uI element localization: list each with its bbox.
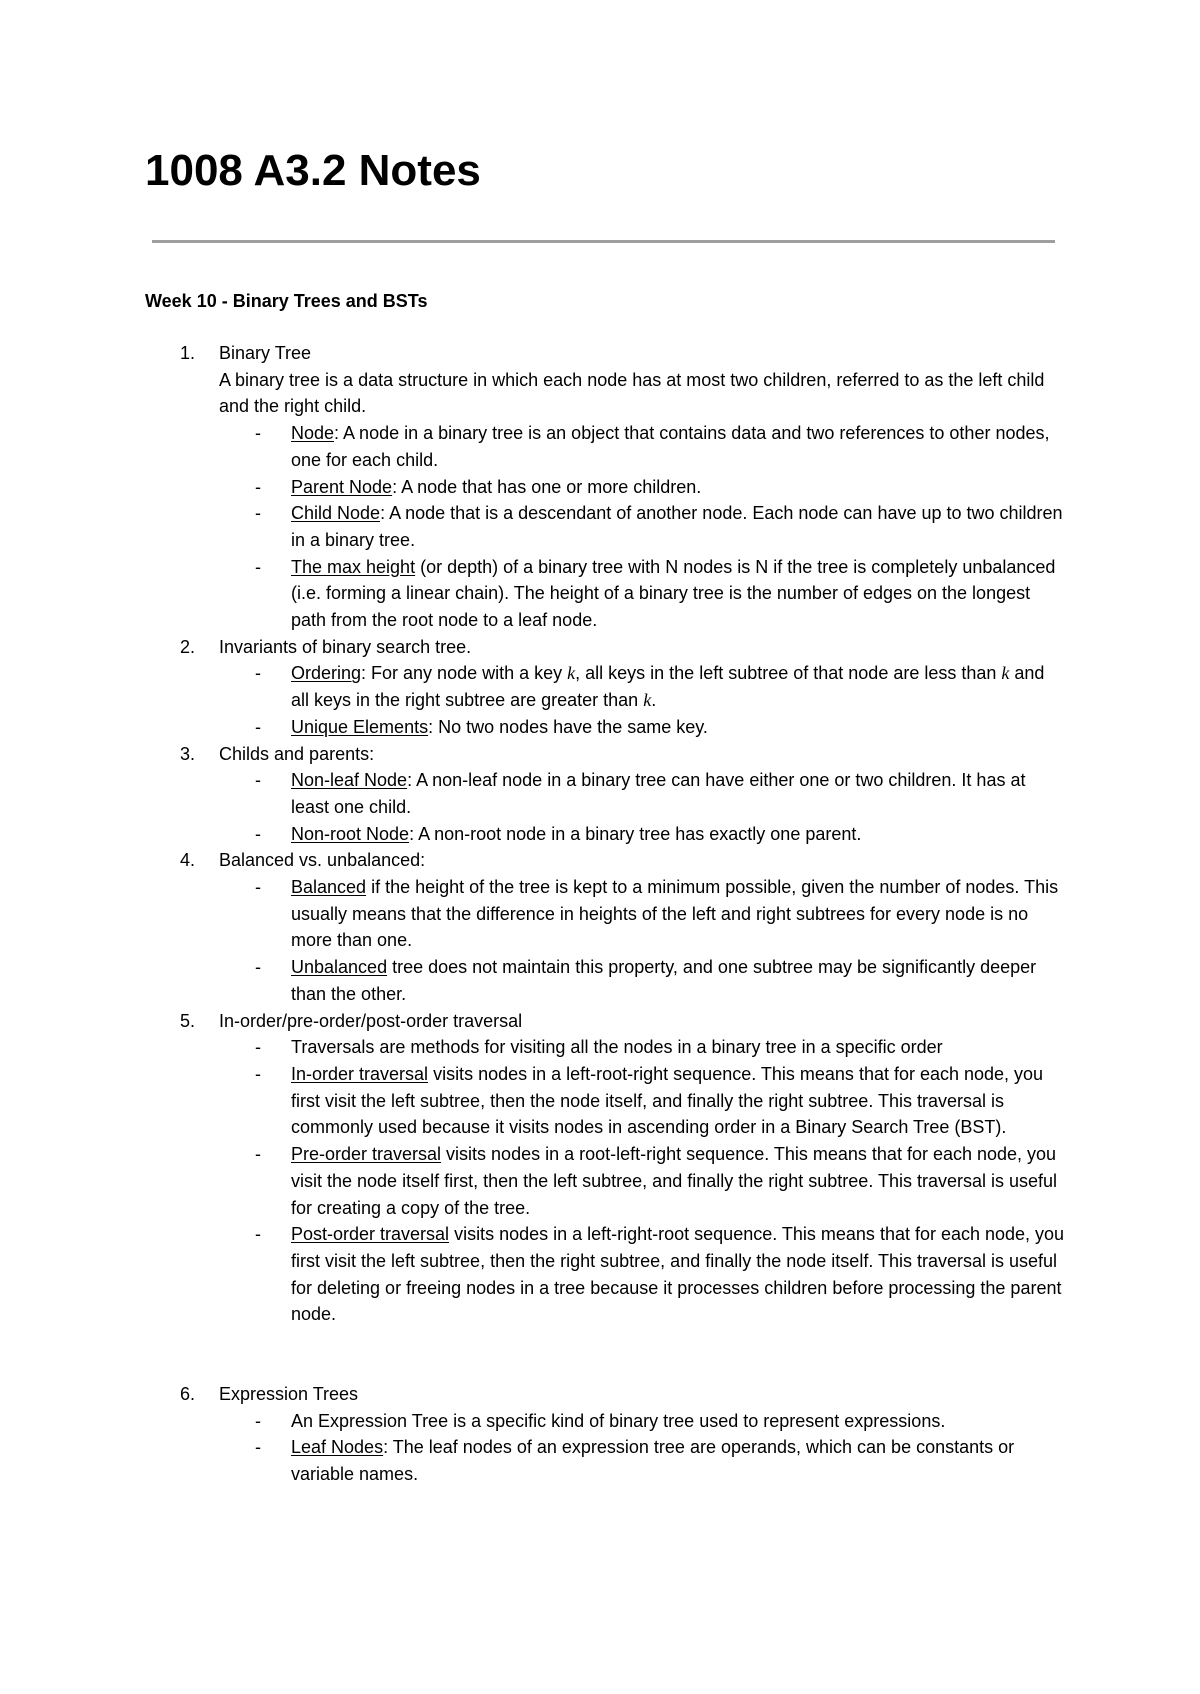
bullet-text: visits nodes in a root-left-right sequence. This means that for each node, you visit the node itself first, then the left subtree, and finally the right subtree. This traversal is useful for creating a copy of the tree. xyxy=(291,1144,1058,1218)
term: Leaf Nodes xyxy=(291,1437,384,1458)
term: Ordering xyxy=(291,663,362,684)
dash-marker: - xyxy=(255,1437,261,1458)
bullet-text: : A node that is a descendant of another node. Each node can have up to two children in a binary tree. xyxy=(291,503,1063,550)
document-title: 1008 A3.2 Notes xyxy=(145,146,481,195)
item-title: Expression Trees xyxy=(219,1384,359,1405)
item-title: In-order/pre-order/post-order traversal xyxy=(219,1010,523,1031)
bullet-text: : A non-leaf node in a binary tree can have either one or two children. It has at least one child. xyxy=(291,770,1026,817)
bullet-item xyxy=(145,1221,1065,1328)
bullet-item xyxy=(145,714,1065,741)
list-item xyxy=(145,847,1065,874)
term: Parent Node xyxy=(291,476,393,497)
term: Child Node xyxy=(291,503,381,524)
dash-marker: - xyxy=(255,476,261,497)
list-item xyxy=(145,1008,1065,1035)
variable-k: k xyxy=(1001,663,1010,684)
bullet-text: (or depth) of a binary tree with N nodes is N if the tree is completely unbalanced (i.e. forming a linear chain). The height of a binary tree is the number of edges on the longest path from the root node to a leaf node. xyxy=(291,556,1056,631)
dash-marker: - xyxy=(255,877,261,898)
term: Balanced xyxy=(291,877,367,898)
bullet-text: . xyxy=(651,690,657,711)
bullet-text: : No two nodes have the same key. xyxy=(428,716,708,737)
bullet-item xyxy=(145,500,1065,553)
term: Unique Elements xyxy=(291,716,429,737)
item-number: 6. xyxy=(180,1384,196,1405)
dash-marker: - xyxy=(255,1410,261,1431)
list-item xyxy=(145,340,1065,420)
dash-marker: - xyxy=(255,1037,261,1058)
term: Non-leaf Node xyxy=(291,770,408,791)
section-heading: Week 10 - Binary Trees and BSTs xyxy=(145,291,428,311)
dash-marker: - xyxy=(255,770,261,791)
bullet-text: : The leaf nodes of an expression tree are operands, which can be constants or variable names. xyxy=(291,1437,1015,1485)
list-item xyxy=(145,1381,1065,1408)
term: Pre-order traversal xyxy=(291,1144,442,1165)
item-number: 3. xyxy=(180,743,196,764)
dash-marker: - xyxy=(255,957,261,978)
bullet-text: visits nodes in a left-right-root sequence. This means that for each node, you first visit the left subtree, then the right subtree, and finally the node itself. This traversal is useful for deleting or freeing nodes in a tree because it processes children before processing the parent node. xyxy=(291,1224,1065,1325)
term: The max height xyxy=(291,556,416,577)
dash-marker: - xyxy=(255,1144,261,1165)
bullet-text: visits nodes in a left-root-right sequence. This means that for each node, you first visit the left subtree, then the node itself, and finally the right subtree. This traversal is commonly used because it visits nodes in ascending order in a Binary Search Tree (BST). xyxy=(291,1063,1044,1138)
term: Non-root Node xyxy=(291,823,410,844)
item-title: Balanced vs. unbalanced: xyxy=(219,850,426,871)
list-item xyxy=(145,634,1065,661)
bullet-item xyxy=(145,420,1065,473)
item-title: Childs and parents: xyxy=(219,743,375,764)
list-item xyxy=(145,741,1065,768)
item-number: 1. xyxy=(180,343,196,363)
bullet-item xyxy=(145,1141,1065,1221)
bullet-item xyxy=(145,1034,1065,1061)
variable-k: k xyxy=(643,690,652,711)
bullet-item xyxy=(145,954,1065,1007)
bullet-text: if the height of the tree is kept to a minimum possible, given the number of nodes. This usually means that the difference in heights of the left and right subtrees for every node is no more than one. xyxy=(291,877,1059,951)
bullet-item xyxy=(145,767,1065,820)
bullet-item xyxy=(145,1408,1065,1435)
bullet-text: : A non-root node in a binary tree has exactly one parent. xyxy=(409,823,862,844)
dash-marker: - xyxy=(255,1224,261,1245)
bullet-item xyxy=(145,821,1065,848)
bullet-text: Traversals are methods for visiting all the nodes in a binary tree in a specific order xyxy=(291,1037,943,1058)
variable-k: k xyxy=(567,663,576,684)
bullet-text: and all keys in the right subtree are greater than xyxy=(291,663,1045,711)
bullet-item xyxy=(145,660,1065,713)
term: Unbalanced xyxy=(291,957,388,978)
dash-marker: - xyxy=(255,716,261,737)
bullet-text: An Expression Tree is a specific kind of binary tree used to represent expressions. xyxy=(291,1410,946,1431)
item-description: A binary tree is a data structure in which each node has at most two children, referred to as the left child and the right child. xyxy=(219,369,1045,417)
bullet-item xyxy=(145,554,1065,634)
term: Node xyxy=(291,423,335,444)
item-title: Invariants of binary search tree. xyxy=(219,636,472,657)
item-number: 2. xyxy=(180,636,196,657)
spacer xyxy=(145,1328,1065,1381)
item-number: 5. xyxy=(180,1010,196,1031)
item-title: Binary Tree xyxy=(219,343,312,363)
bullet-item xyxy=(145,1434,1065,1487)
bullet-item xyxy=(145,474,1065,501)
dash-marker: - xyxy=(255,556,261,577)
bullet-text: : For any node with a key xyxy=(361,663,568,684)
term: In-order traversal xyxy=(291,1063,429,1084)
bullet-text: : A node that has one or more children. xyxy=(392,476,702,497)
dash-marker: - xyxy=(255,503,261,524)
bullet-text: tree does not maintain this property, and one subtree may be significantly deeper than the other. xyxy=(291,957,1037,1004)
bullet-text: , all keys in the left subtree of that node are less than xyxy=(575,663,1002,684)
dash-marker: - xyxy=(255,423,261,444)
dash-marker: - xyxy=(255,1063,261,1084)
item-number: 4. xyxy=(180,850,196,871)
bullet-item xyxy=(145,1061,1065,1141)
bullet-item xyxy=(145,874,1065,954)
horizontal-rule xyxy=(152,240,1055,243)
dash-marker: - xyxy=(255,823,261,844)
term: Post-order traversal xyxy=(291,1224,450,1245)
bullet-text: : A node in a binary tree is an object that contains data and two references to other nodes, one for each child. xyxy=(291,423,1050,470)
notes-list xyxy=(145,340,1065,1488)
dash-marker: - xyxy=(255,663,261,684)
